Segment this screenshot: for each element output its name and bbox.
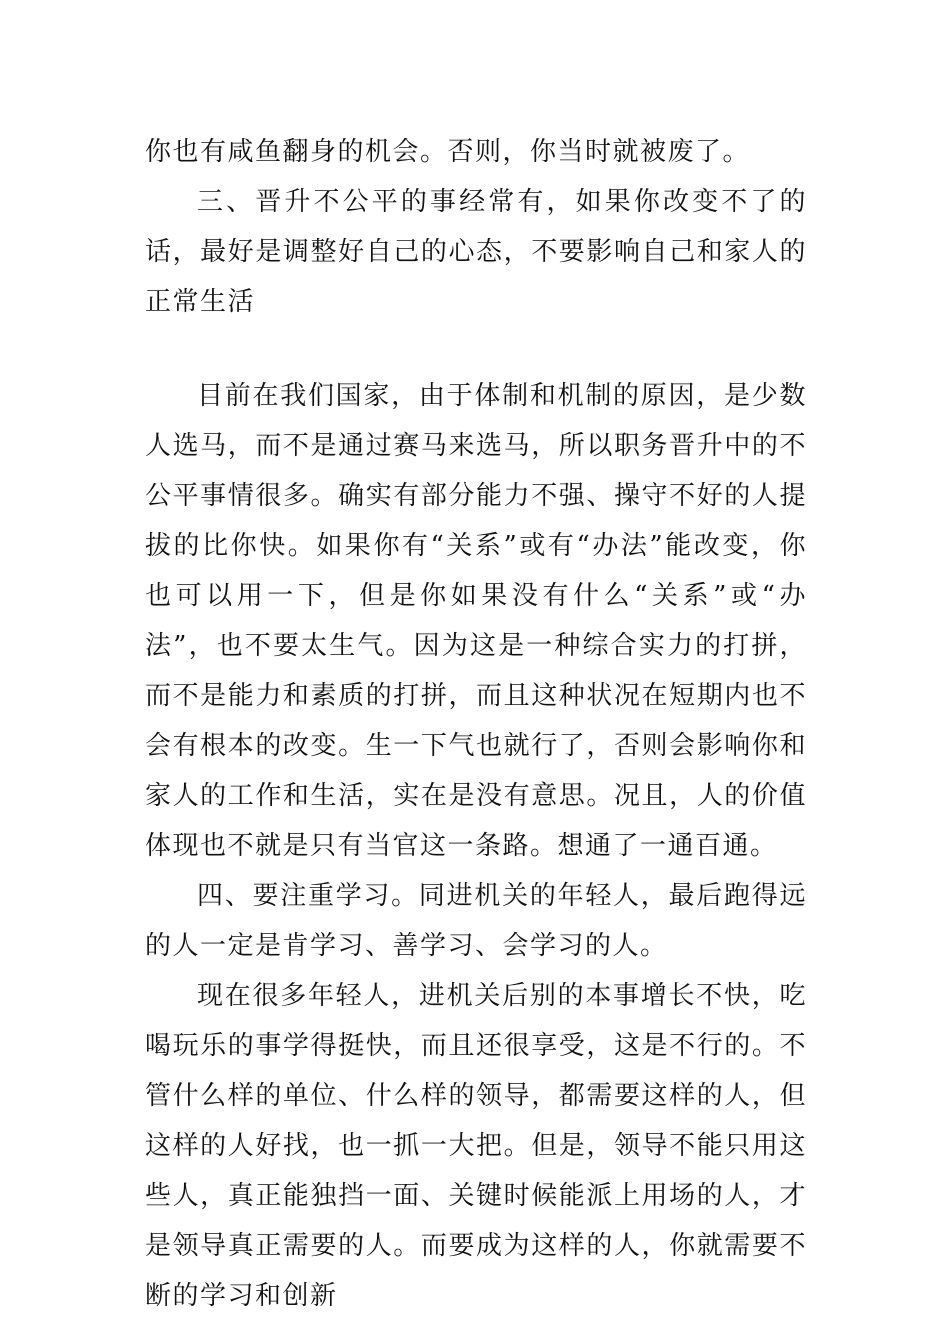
document-body [145, 127, 807, 1321]
section-heading-three: 三、晋升不公平的事经常有，如果你改变不了的话，最好是调整好自己的心态，不要影响自己和家人的正常生活 [145, 187, 807, 317]
paragraph-learning: 现在很多年轻人，进机关后别的本事增长不快，吃喝玩乐的事学得挺快，而且还很享受，这是不行的。不管什么样的单位、什么样的领导，都需要这样的人，但这样的人好找，也一抓一大把。但是，领导不能只用这些人，真正能独挡一面、关键时候能派上用场的人，才是领导真正需要的人。而要成为这样的人，你就需要不断的学习和创新 [145, 981, 807, 1311]
paragraph-promotion-fairness: 目前在我们国家，由于体制和机制的原因，是少数人选马，而不是通过赛马来选马，所以职务晋升中的不公平事情很多。确实有部分能力不强、操守不好的人提拔的比你快。如果你有“关系”或有“办法”能改变，你也可以用一下，但是你如果没有什么“关系”或“办法”，也不要太生气。因为这是一种综合实力的打拼，而不是能力和素质的打拼，而且这种状况在短期内也不会有根本的改变。生一下气也就行了，否则会影响你和家人的工作和生活，实在是没有意思。况且，人的价值体现也不就是只有当官这一条路。想通了一通百通。 [145, 381, 807, 861]
section-heading-four: 四、要注重学习。同进机关的年轻人，最后跑得远的人一定是肯学习、善学习、会学习的人。 [145, 881, 807, 961]
paragraph-continuation: 你也有咸鱼翻身的机会。否则，你当时就被废了。 [145, 137, 751, 167]
